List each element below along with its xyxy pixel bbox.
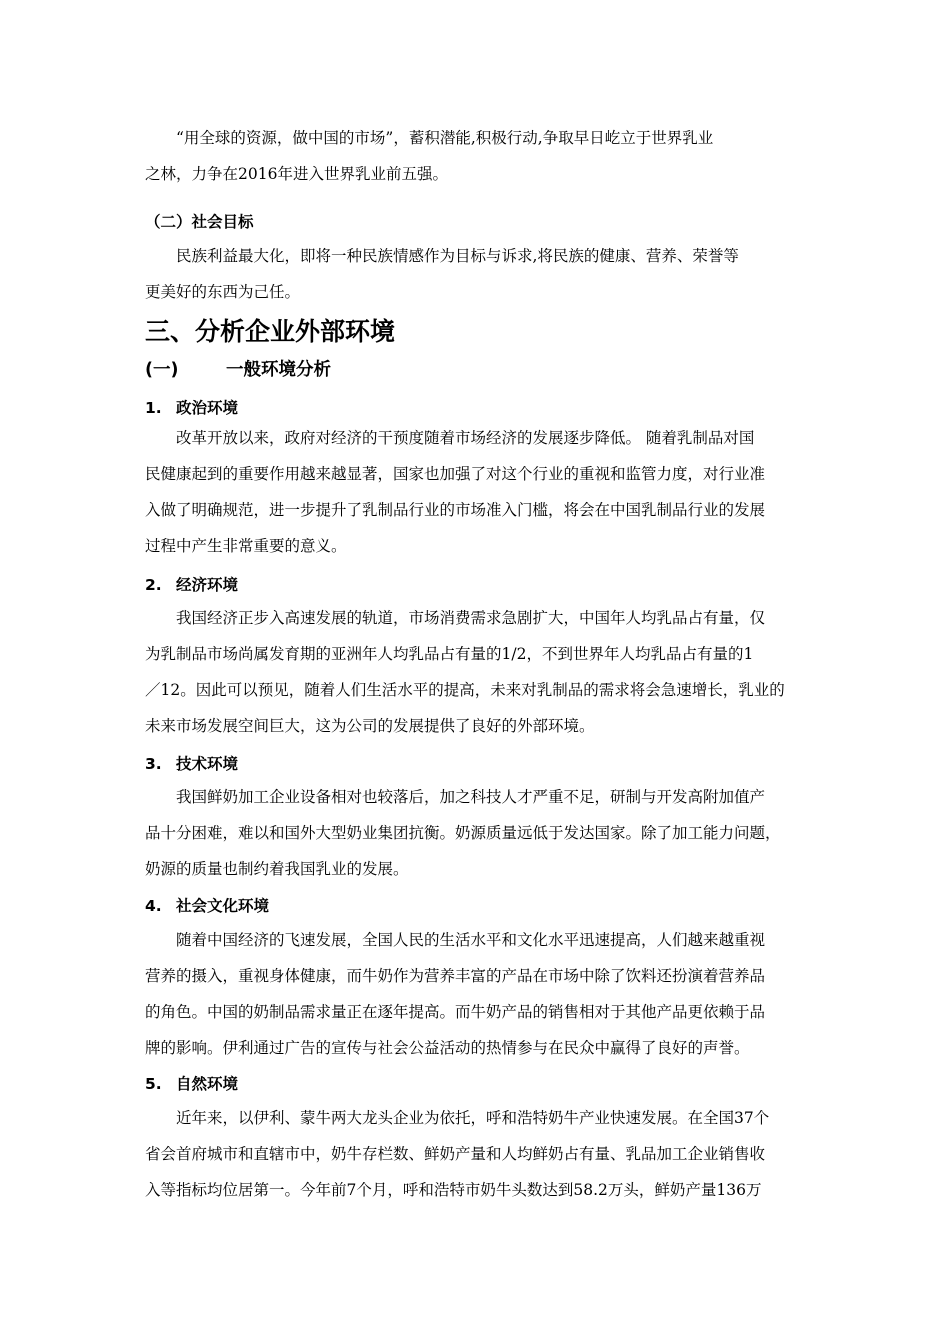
text-line: 近年来，以伊利、蒙牛两大龙头企业为依托，呼和浩特奶牛产业快速发展。在全国37个 — [176, 1109, 770, 1127]
item-title: 经济环境 — [176, 576, 239, 594]
text-line: 随着中国经济的飞速发展，全国人民的生活水平和文化水平迅速提高，人们越来越重视 — [176, 931, 766, 949]
text-line: 营养的摄入，重视身体健康，而牛奶作为营养丰富的产品在市场中除了饮料还扮演着营养品 — [145, 967, 766, 985]
text-line: 过程中产生非常重要的意义。 — [145, 537, 347, 555]
intro-paragraph — [145, 120, 810, 192]
item-title: 政治环境 — [176, 399, 239, 417]
subsection-number: (一) — [145, 360, 179, 380]
item-title: 自然环境 — [176, 1075, 239, 1093]
item-number: 2. — [145, 576, 162, 594]
text-line: 民族利益最大化，即将一种民族情感作为目标与诉求,将民族的健康、营养、荣誉等 — [176, 247, 739, 265]
text-line: 奶源的质量也制约着我国乳业的发展。 — [145, 860, 409, 878]
text-line: 我国经济正步入高速发展的轨道，市场消费需求急剧扩大，中国年人均乳品占有量，仅 — [176, 609, 766, 627]
text-line: 改革开放以来，政府对经济的干预度随着市场经济的发展逐步降低。 随着乳制品对国 — [176, 429, 755, 447]
text-line: “用全球的资源，做中国的市场”，蓄积潜能,积极行动,争取早日屹立于世界乳业 — [176, 129, 714, 147]
item-number: 5. — [145, 1075, 162, 1093]
text-line: 之林，力争在2016年进入世界乳业前五强。 — [145, 165, 448, 183]
text-line: 品十分困难，难以和国外大型奶业集团抗衡。奶源质量远低于发达国家。除了加工能力问题， — [145, 824, 781, 842]
item-paragraph-social-culture — [145, 922, 810, 1066]
item-heading-natural — [145, 1072, 238, 1094]
item-number: 1. — [145, 399, 162, 417]
text-line: 的角色。中国的奶制品需求量正在逐年提高。而牛奶产品的销售相对于其他产品更依赖于品 — [145, 1003, 766, 1021]
text-line: 未来市场发展空间巨大，这为公司的发展提供了良好的外部环境。 — [145, 717, 595, 735]
item-title: 社会文化环境 — [176, 897, 270, 915]
text-line: 为乳制品市场尚属发育期的亚洲年人均乳品占有量的1/2，不到世界年人均乳品占有量的1 — [145, 645, 754, 663]
item-paragraph-economic — [145, 600, 810, 744]
item-heading-social-culture — [145, 894, 269, 916]
text-line: 更美好的东西为己任。 — [145, 283, 301, 301]
item-number: 4. — [145, 897, 162, 915]
item-paragraph-political — [145, 420, 810, 564]
item-heading-technology — [145, 752, 238, 774]
item-heading-economic — [145, 573, 238, 595]
text-line: ／12。因此可以预见，随着人们生活水平的提高，未来对乳制品的需求将会急速增长，乳业的 — [145, 681, 785, 699]
text-line: 民健康起到的重要作用越来越显著，国家也加强了对这个行业的重视和监管力度，对行业准 — [145, 465, 766, 483]
social-goal-heading: （二）社会目标 — [145, 213, 254, 231]
item-paragraph-natural — [145, 1100, 810, 1208]
text-line: 我国鲜奶加工企业设备相对也较落后，加之科技人才严重不足，研制与开发高附加值产 — [176, 788, 766, 806]
text-line: 入做了明确规范，进一步提升了乳制品行业的市场准入门槛，将会在中国乳制品行业的发展 — [145, 501, 766, 519]
text-line: 省会首府城市和直辖市中，奶牛存栏数、鲜奶产量和人均鲜奶占有量、乳品加工企业销售收 — [145, 1145, 766, 1163]
section-title: 三、分析企业外部环境 — [145, 317, 396, 346]
subsection-title: 一般环境分析 — [226, 360, 331, 380]
social-goal-paragraph — [145, 238, 810, 310]
item-heading-political — [145, 396, 238, 418]
text-line: 牌的影响。伊利通过广告的宣传与社会公益活动的热情参与在民众中赢得了良好的声誉。 — [145, 1039, 750, 1057]
text-line: 入等指标均位居第一。今年前7个月，呼和浩特市奶牛头数达到58.2万头，鲜奶产量136万 — [145, 1181, 762, 1199]
item-title: 技术环境 — [176, 755, 239, 773]
item-paragraph-technology — [145, 779, 810, 887]
item-number: 3. — [145, 755, 162, 773]
